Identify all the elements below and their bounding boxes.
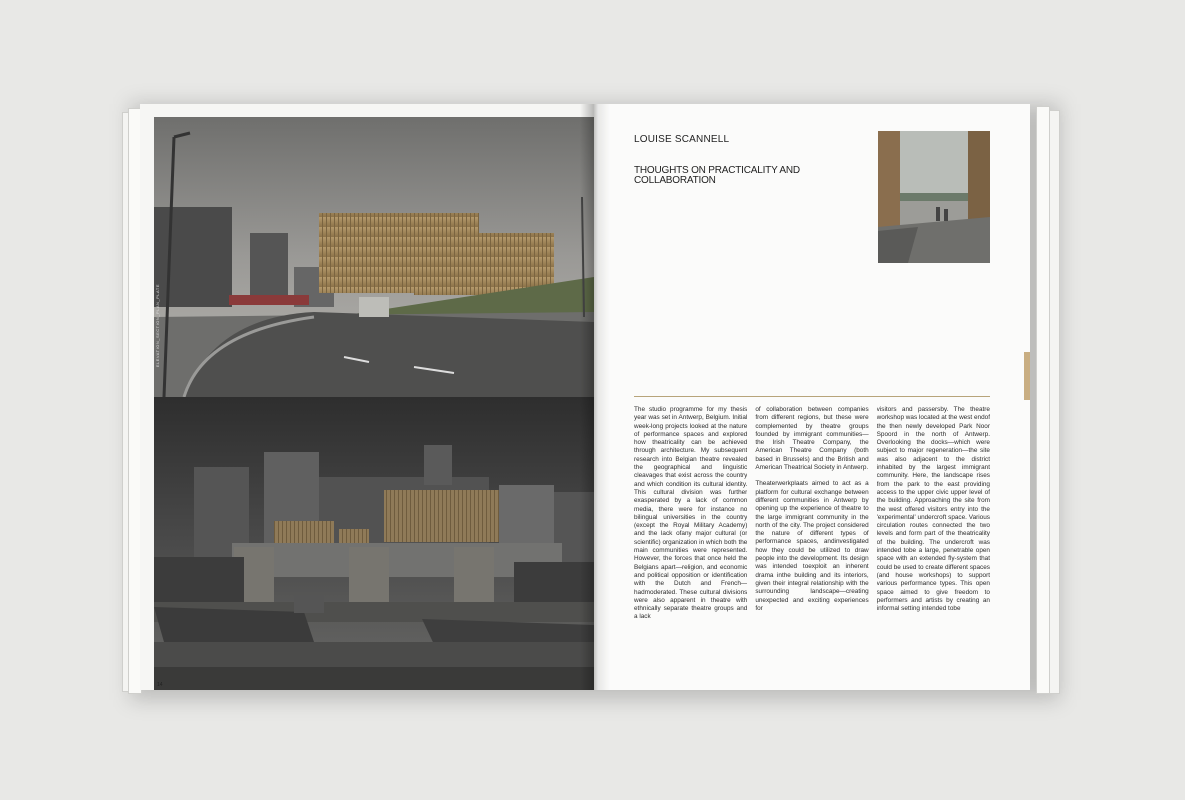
section-rule xyxy=(634,396,990,397)
thumbnail-image xyxy=(878,131,990,263)
article-title: THOUGHTS ON PRACTICALITY AND COLLABORATION xyxy=(634,165,800,186)
docks-photo xyxy=(154,397,594,690)
paragraph: Theaterwerkplaats aimed to act as a platform for cultural exchange between different communities in Antwerp by opening up the experience of theatre to the large immigrant community in the north of the city. The project considered the nature of different types of performance spaces, andinvestigated how they could be utilized to draw people into the development. Its design was intended toexploit an inherent drama inthe building and its interiors, given their integral relationship with the surrounding landscape—creating unexpected and exciting experiences for xyxy=(755,480,869,612)
section-tab-marker xyxy=(1024,352,1030,400)
left-page xyxy=(140,104,594,690)
right-page-stack-edge-inner xyxy=(1036,106,1050,694)
paragraph: of collaboration between companies from different regions, but these were complemented by theatre groups founded by immigrant communities—the Irish Theatre Company, the American Theatre Company (both based in Brussels) and the British and American Theatrical Society in Antwerp. xyxy=(755,406,869,472)
paragraph: The studio programme for my thesis year was set in Antwerp, Belgium. Initial week-long projects looked at the nature of performance spaces and explored how theatricality can be achieved through architecture. My subsequent research into Belgian theatre revealed the geographical and linguistic cleavages that exist across the country and which condition its cultural identity. This cultural division was further exasperated by a lack of common media, there were for instance no bilingual universities in the country (except the Royal Military Academy) and the lack ofany major cultural (or scientific) organization in which both the main communities were represented. However, the forces that once held the Belgians apart—religion, and economic and political opposition or identification with the Dutch and French—hadmoderated. These cultural divisions were also apparent in theatre with ethnically separate theatre groups and a lack xyxy=(634,406,748,621)
article-body xyxy=(634,406,990,668)
author-name: LOUISE SCANNELL xyxy=(634,134,730,145)
text-column-1 xyxy=(634,406,747,668)
right-page xyxy=(594,104,1030,690)
text-column-3 xyxy=(877,406,990,668)
motorway-photo xyxy=(154,117,594,397)
text-column-2 xyxy=(755,406,868,668)
paragraph: visitors and passersby. The theatre workshop was located at the west endof the then newly developed Park Noor Spoord in the north of Antwerp. Overlooking the docks—which were subject to major regeneration—the site was also adjacent to the district inhabited by the largest immigrant community. Here, the landscape rises from the park to the east providing access to the upper civic upper level of the building. Approaching the site from the west offered visitors entry into the 'experimental' undercroft space. Various circulation routes connected the two levels and form part of the theatricality of the building. The undercroft was intended tobe a large, penetrable open space with an extended fly-system that could be used to create different spaces (and house workshops) to support various performance types. This open space aimed to give freedom to performers and artists by creating an informal setting intended tobe xyxy=(876,406,990,613)
page-number: 14 xyxy=(157,682,163,688)
side-caption: ELEVATION_SECTION_PLAN_PLATE xyxy=(155,284,160,368)
